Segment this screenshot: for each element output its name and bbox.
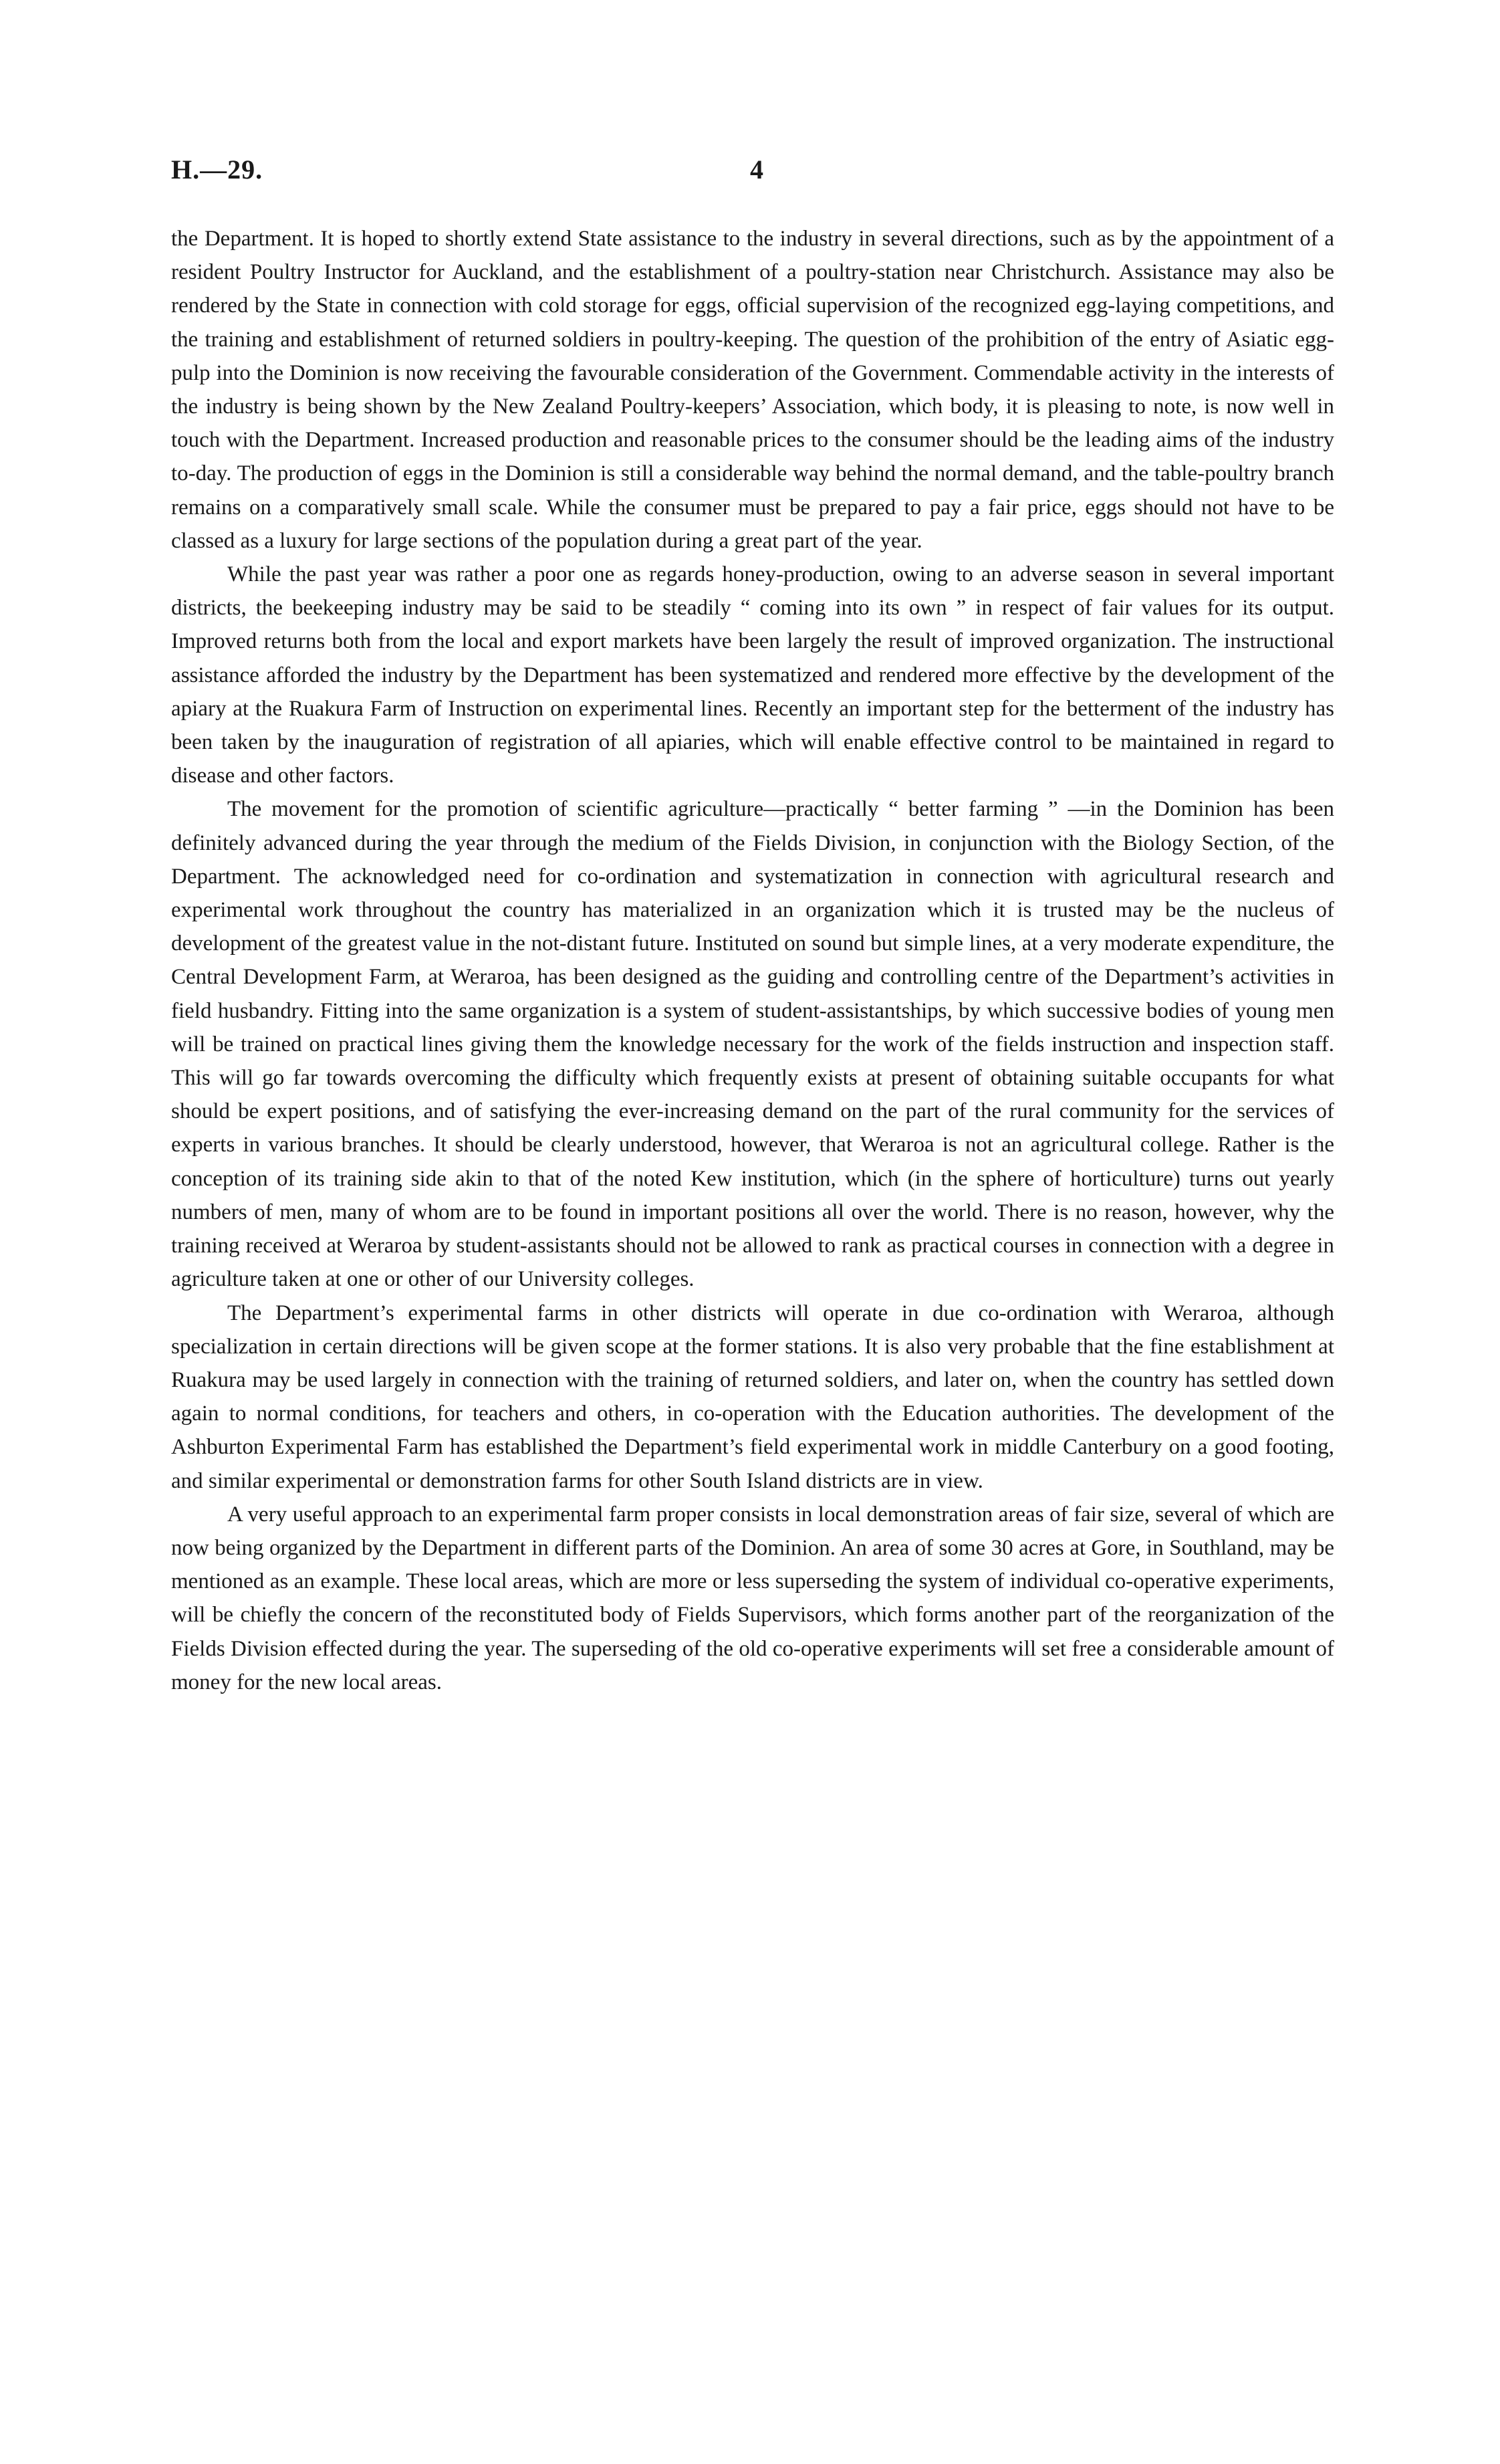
body-text (171, 222, 1334, 1699)
report-reference: H.—29. (171, 154, 263, 185)
page-header (171, 154, 1334, 201)
paragraph-beekeeping: While the past year was rather a poor one as regards honey-production, owing to an adverse season in several important districts, the beekeeping industry may be said to be steadily “ coming into its own ” in respect of fair values for its output. Improved returns both from the local and export markets have been largely the result of improved organization. The instructional assistance afforded the industry by the Department has been systematized and rendered more effective by the development of the apiary at the Ruakura Farm of Instruction on experimental lines. Recently an important step for the betterment of the industry has been taken by the inauguration of registration of all apiaries, which will enable effective control to be maintained in regard to disease and other factors. (171, 562, 1334, 788)
paragraph-experimental-farms: The Department’s experimental farms in other districts will operate in due co-ordination with Weraroa, although specialization in certain directions will be given scope at the former stations. It is also very probable that the fine establishment at Ruakura may be used largely in connection with the training of returned soldiers, and later on, when the country has settled down again to normal conditions, for teachers and others, in co-operation with the Education authorities. The development of the Ashburton Experimental Farm has established the Department’s field experimental work in middle Canterbury on a good footing, and similar experimental or demonstration farms for other South Island districts are in view. (171, 1301, 1334, 1493)
paragraph-demonstration-areas: A very useful approach to an experimental farm proper consists in local demonstration areas of fair size, several of which are now being organized by the Department in different parts of the Dominion. An area of some 30 acres at Gore, in Southland, may be mentioned as an example. These local areas, which are more or less superseding the system of individual co-operative experiments, will be chiefly the concern of the reconstituted body of Fields Supervisors, which forms another part of the reorganization of the Fields Division effected during the year. The superseding of the old co-operative experiments will set free a considerable amount of money for the new local areas. (171, 1502, 1334, 1694)
page-number: 4 (750, 154, 763, 185)
paragraph-poultry: the Department. It is hoped to shortly extend State assistance to the industry in several directions, such as by the appointment of a resident Poultry Instructor for Auckland, and the establishment of a poultry-station near Christchurch. Assistance may also be rendered by the State in connection with cold storage for eggs, official supervision of the recognized egg-laying competitions, and the training and establishment of returned soldiers in poultry-keeping. The question of the prohibition of the entry of Asiatic egg-pulp into the Dominion is now receiving the favourable consideration of the Government. Commendable activity in the interests of the industry is being shown by the New Zealand Poultry-keepers’ Association, which body, it is pleasing to note, is now well in touch with the Department. Increased production and reasonable prices to the consumer should be the leading aims of the industry to-day. The production of eggs in the Dominion is still a considerable way behind the normal demand, and the table-poultry branch remains on a comparatively small scale. While the consumer must be prepared to pay a fair price, eggs should not have to be classed as a luxury for large sections of the population during a great part of the year. (171, 227, 1334, 553)
paragraph-scientific-agriculture: The movement for the promotion of scientific agriculture—practically “ better farming ” —in the Dominion has been definitely advanced during the year through the medium of the Fields Division, in conjunction with the Biology Section, of the Department. The acknowledged need for co-ordination and systematization in connection with agricultural research and experimental work throughout the country has materialized in an organization which it is trusted may be the nucleus of development of the greatest value in the not-distant future. Instituted on sound but simple lines, at a very moderate expenditure, the Central Development Farm, at Weraroa, has been designed as the guiding and controlling centre of the Department’s activities in field husbandry. Fitting into the same organization is a system of student-assistantships, by which successive bodies of young men will be trained on practical lines giving them the knowledge necessary for the work of the fields instruction and inspection staff. This will go far towards overcoming the difficulty which frequently exists at present of obtaining suitable occupants for what should be expert positions, and of satisfying the ever-increasing demand on the part of the rural community for the services of experts in various branches. It should be clearly understood, however, that Weraroa is not an agricultural college. Rather is the conception of its training side akin to that of the noted Kew institution, which (in the sphere of horticulture) turns out yearly numbers of men, many of whom are to be found in important positions all over the world. There is no reason, however, why the training received at Weraroa by student-assistants should not be allowed to rank as practical courses in connection with a degree in agriculture taken at one or other of our University colleges. (171, 797, 1334, 1292)
